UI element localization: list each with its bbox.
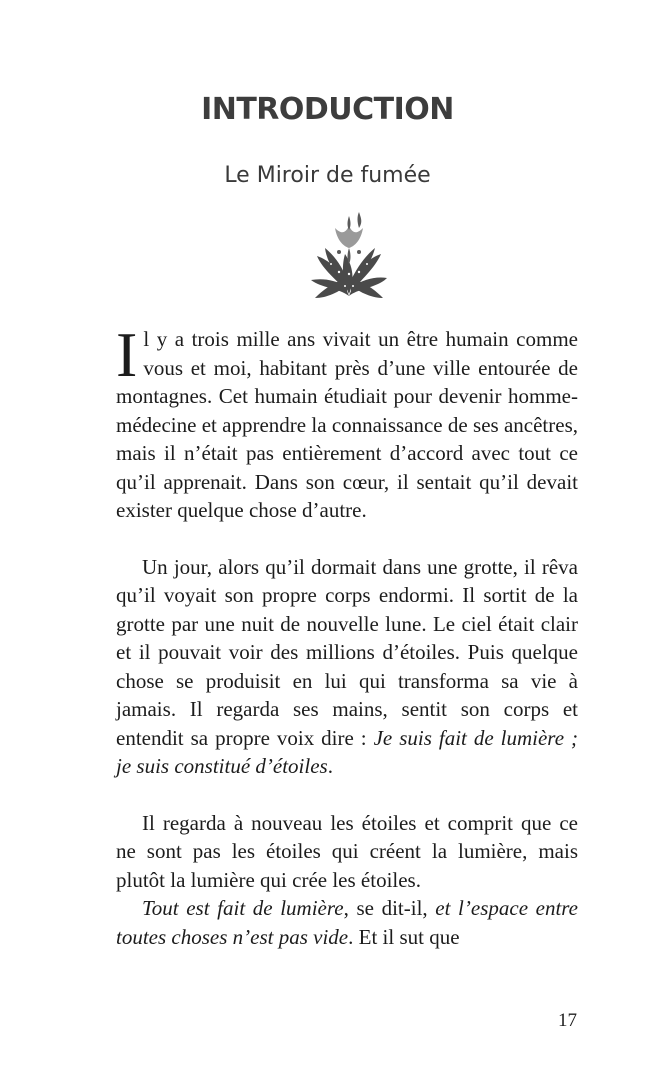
body-text xyxy=(116,319,579,951)
paragraph-1-text: l y a trois mille ans vivait un être humain comme vous et moi, habitant près d’une ville entourée de montagnes. Cet humain étudiait pour devenir homme-médecine et apprendre la connaissance de ses ancêtres, mais il n’était pas entièrement d’accord avec tout ce qu’il apprenait. Dans son cœur, il sentait qu’il devait exister quelque chose d’autre. xyxy=(116,327,578,522)
paragraph-2-italic: Je suis fait de lumière ; je suis constitué d’étoiles xyxy=(116,725,578,778)
page-number: 17 xyxy=(558,1010,577,1031)
paragraph-2-end: . xyxy=(327,754,333,778)
drop-cap: I xyxy=(116,319,138,390)
paragraph-4-text-a: , se dit-il, xyxy=(343,896,436,920)
chapter-subtitle: Le Miroir de fumée xyxy=(224,163,431,188)
chapter-title: INTRODUCTION xyxy=(201,92,454,127)
paragraph-2-text: Un jour, alors qu’il dormait dans une grotte, il rêva qu’il voyait son propre corps endormi. Il sortit de la grotte par une nuit de nouvelle lune. Le ciel était clair et il pouvait voir des millions d’étoiles. Puis quelque chose se produisit en lui qui transforma sa vie à jamais. Il regarda ses mains, sentit son corps et entendit sa propre voix dire : xyxy=(116,554,578,750)
paragraph-4-text-b: . Et il sut que xyxy=(348,924,460,949)
paragraph-4-italic-a: Tout est fait de lumière xyxy=(142,896,344,920)
paragraph-4-italic-b: et l’espace entre toutes choses n’est pas vide xyxy=(116,896,579,949)
paragraph-1 xyxy=(116,319,578,525)
paragraph-2 xyxy=(116,553,578,781)
paragraph-3-text: Il regarda à nouveau les étoiles et comprit que ce ne sont pas les étoiles qui créent la lumière, mais plutôt la lumière qui crée les étoiles. xyxy=(116,810,578,892)
paragraph-4 xyxy=(116,894,578,951)
flower-ornament-icon xyxy=(309,208,389,300)
paragraph-3 xyxy=(116,809,578,895)
